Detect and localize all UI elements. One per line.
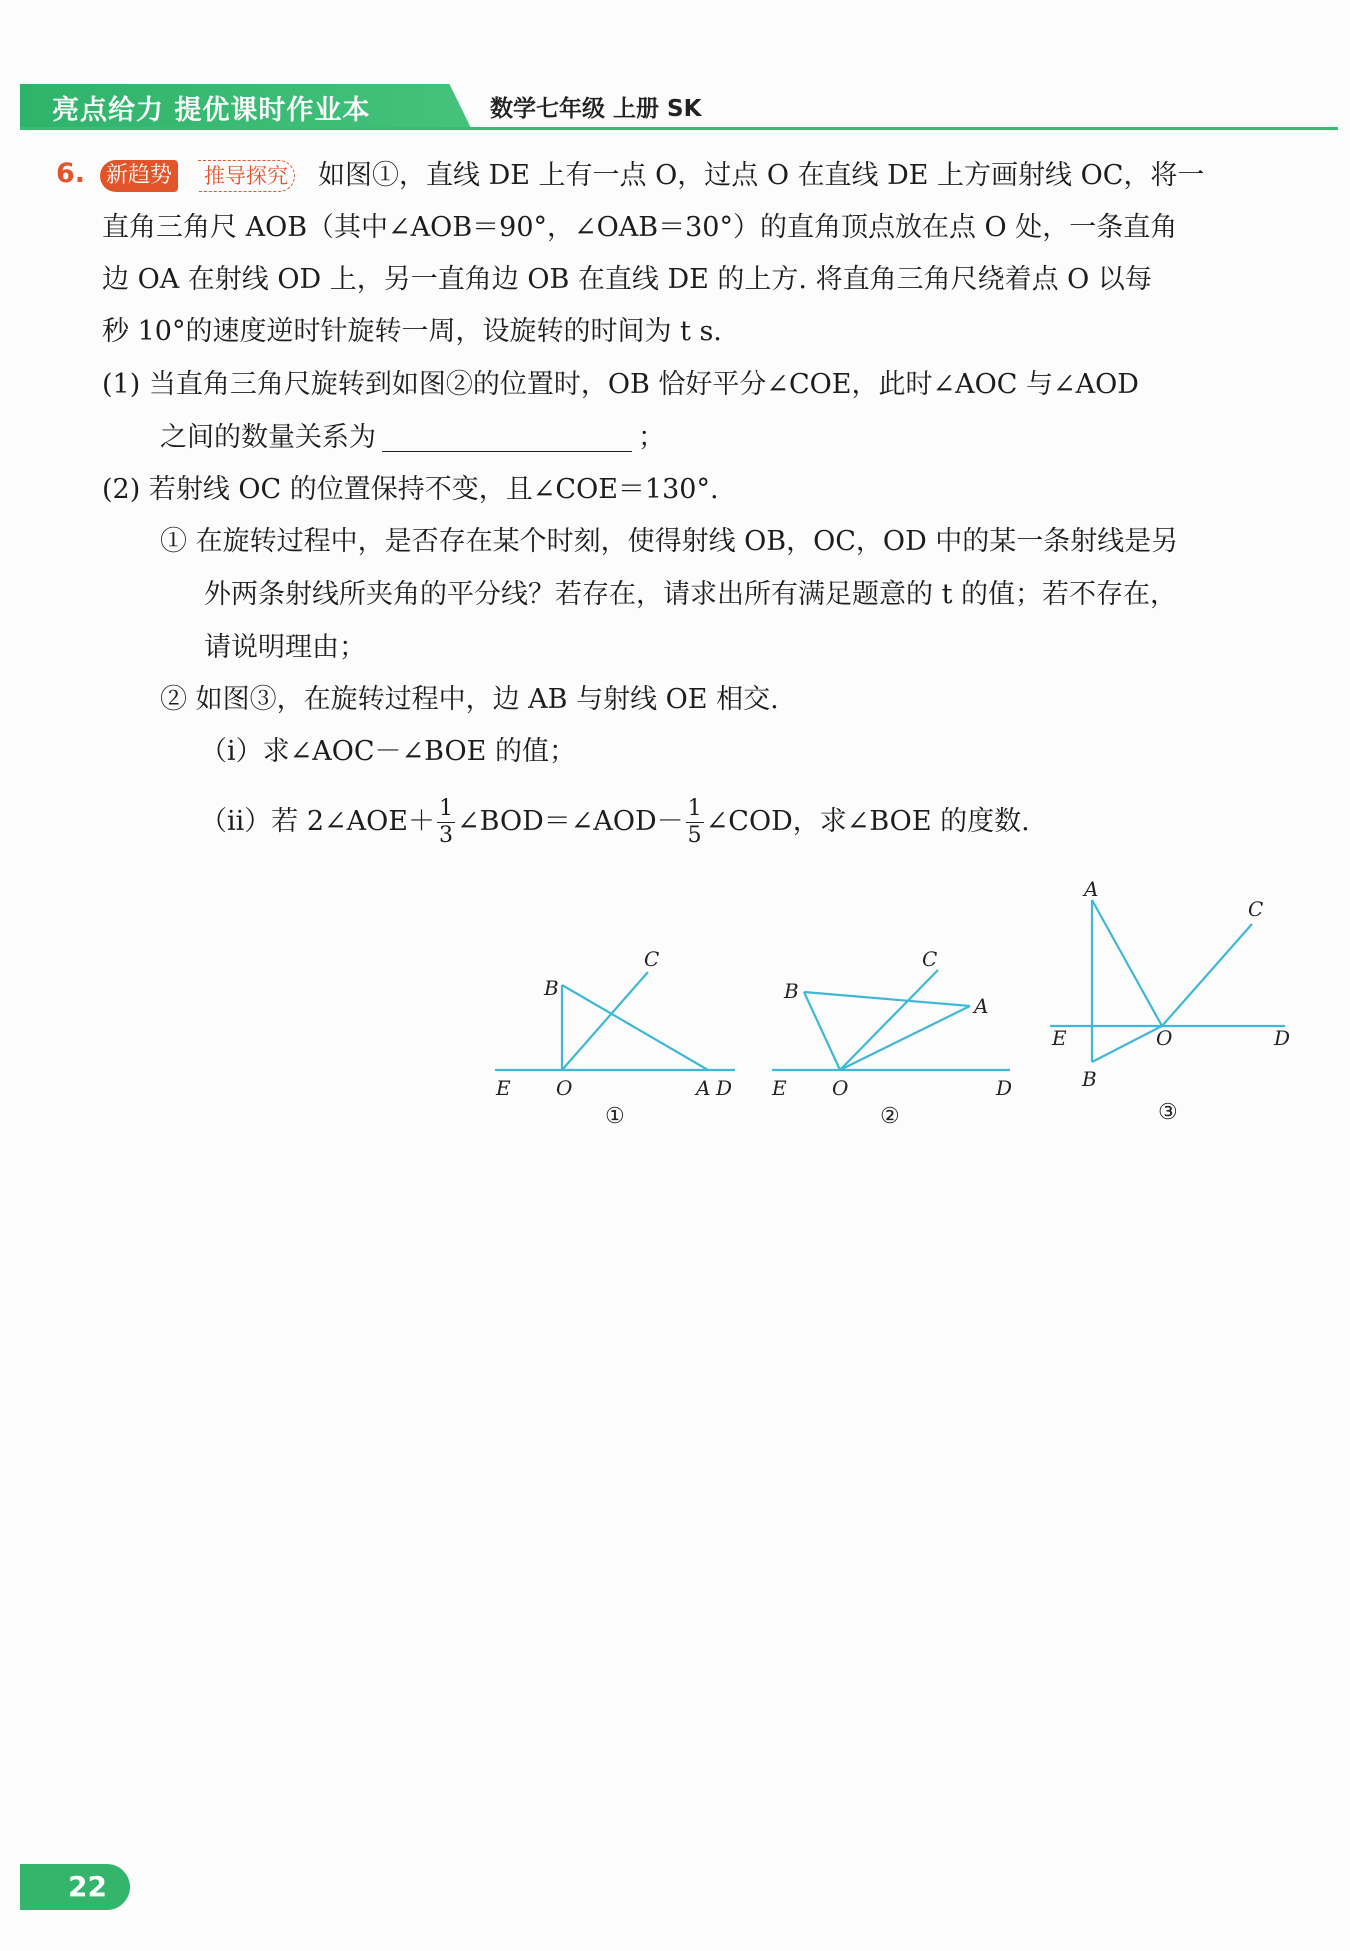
figure-3-svg — [1040, 876, 1310, 1126]
fig2-side-ob — [804, 992, 840, 1070]
figure-3 — [1040, 876, 1310, 1130]
fig2-side-oa — [840, 1006, 970, 1070]
fraction-one-fifth: $\frac{1}{5}$ — [687, 796, 702, 848]
fig3-ray-oc — [1162, 924, 1252, 1026]
fig1-label-c: C — [644, 947, 660, 971]
fraction-one-third: $\frac{1}{3}$ — [439, 796, 453, 848]
fig1-caption: ① — [605, 1104, 625, 1129]
fig2-label-c: C — [922, 947, 938, 971]
page-number-tab — [20, 1864, 130, 1910]
q2-ii-text-a: （ii）若 2∠AOE＋ — [200, 806, 435, 837]
page-number: 22 — [68, 1870, 107, 1903]
q2-ii-text-c: ∠COD，求∠BOE 的度数. — [705, 806, 1030, 837]
fig1-ray-oc — [562, 972, 648, 1070]
part1-line-1: (1) 当直角三角尺旋转到如图②的位置时，OB 恰好平分∠COE，此时∠AOC 与∠AOD — [102, 369, 1139, 400]
part2-q1-line-1: ① 在旋转过程中，是否存在某个时刻，使得射线 OB，OC，OD 中的某一条射线是另 — [160, 526, 1179, 557]
fig1-label-o: O — [556, 1076, 573, 1100]
fig2-label-d: D — [996, 1076, 1013, 1100]
part2-q2-ii — [200, 790, 1030, 854]
trend-tag: 新趋势 — [100, 160, 178, 192]
intro-line-2: 直角三角尺 AOB（其中∠AOB＝90°，∠OAB＝30°）的直角顶点放在点 O 处，一条直角 — [102, 212, 1178, 243]
fig2-side-ab — [804, 992, 970, 1006]
fig2-caption: ② — [880, 1104, 900, 1129]
fig1-label-b: B — [544, 976, 559, 1000]
fig1-side-ab — [562, 985, 708, 1070]
fig3-label-o: O — [1156, 1026, 1173, 1050]
fig1-label-a: A — [696, 1076, 711, 1100]
fig1-label-e: E — [496, 1076, 511, 1100]
type-tag: 推导探究 — [198, 160, 295, 192]
part2-q1-line-3: 请说明理由； — [204, 632, 366, 663]
subject-label: 数学七年级 上册 SK — [490, 96, 702, 122]
fig2-label-a: A — [974, 994, 989, 1018]
part2-q2-line: ② 如图③，在旋转过程中，边 AB 与射线 OE 相交. — [160, 684, 779, 715]
part1-line-2 — [160, 420, 665, 456]
fig3-side-ob — [1092, 1026, 1162, 1062]
figure-1 — [480, 940, 750, 1134]
q2-ii-text-b: ∠BOD＝∠AOD－ — [457, 806, 684, 837]
fig3-side-oa — [1092, 900, 1162, 1026]
fig3-label-b: B — [1082, 1067, 1097, 1091]
fig3-label-c: C — [1248, 897, 1264, 921]
fig2-label-e: E — [772, 1076, 787, 1100]
part2-q2-i: （i）求∠AOC－∠BOE 的值； — [200, 736, 576, 767]
figure-1-svg — [480, 940, 750, 1130]
fig3-label-e: E — [1052, 1026, 1067, 1050]
intro-line-1: 如图①，直线 DE 上有一点 O，过点 O 在直线 DE 上方画射线 OC，将一 — [318, 160, 1205, 191]
part2-line: (2) 若射线 OC 的位置保持不变，且∠COE＝130°. — [102, 474, 719, 505]
book-title: 亮点给力 提优课时作业本 — [52, 95, 371, 126]
fig3-label-a: A — [1084, 877, 1099, 901]
fig1-label-d: D — [716, 1076, 733, 1100]
fig2-label-o: O — [832, 1076, 849, 1100]
part1-end: ； — [638, 422, 665, 453]
part2-q1-line-2: 外两条射线所夹角的平分线？若存在，请求出所有满足题意的 t 的值；若不存在， — [204, 579, 1178, 610]
fig2-label-b: B — [784, 979, 799, 1003]
part1-text: 之间的数量关系为 — [160, 422, 376, 453]
figure-2 — [760, 940, 1030, 1134]
intro-line-3: 边 OA 在射线 OD 上，另一直角边 OB 在直线 DE 的上方. 将直角三角尺绕着点 O 以每 — [102, 264, 1152, 295]
answer-blank[interactable] — [382, 421, 632, 452]
fig3-label-d: D — [1274, 1026, 1291, 1050]
header-rule — [20, 127, 1338, 130]
fig2-ray-oc — [840, 970, 938, 1070]
question-number: 6. — [56, 158, 86, 189]
fig3-caption: ③ — [1158, 1100, 1178, 1125]
intro-line-4: 秒 10°的速度逆时针旋转一周，设旋转的时间为 t s. — [102, 316, 722, 347]
figure-2-svg — [760, 940, 1030, 1130]
